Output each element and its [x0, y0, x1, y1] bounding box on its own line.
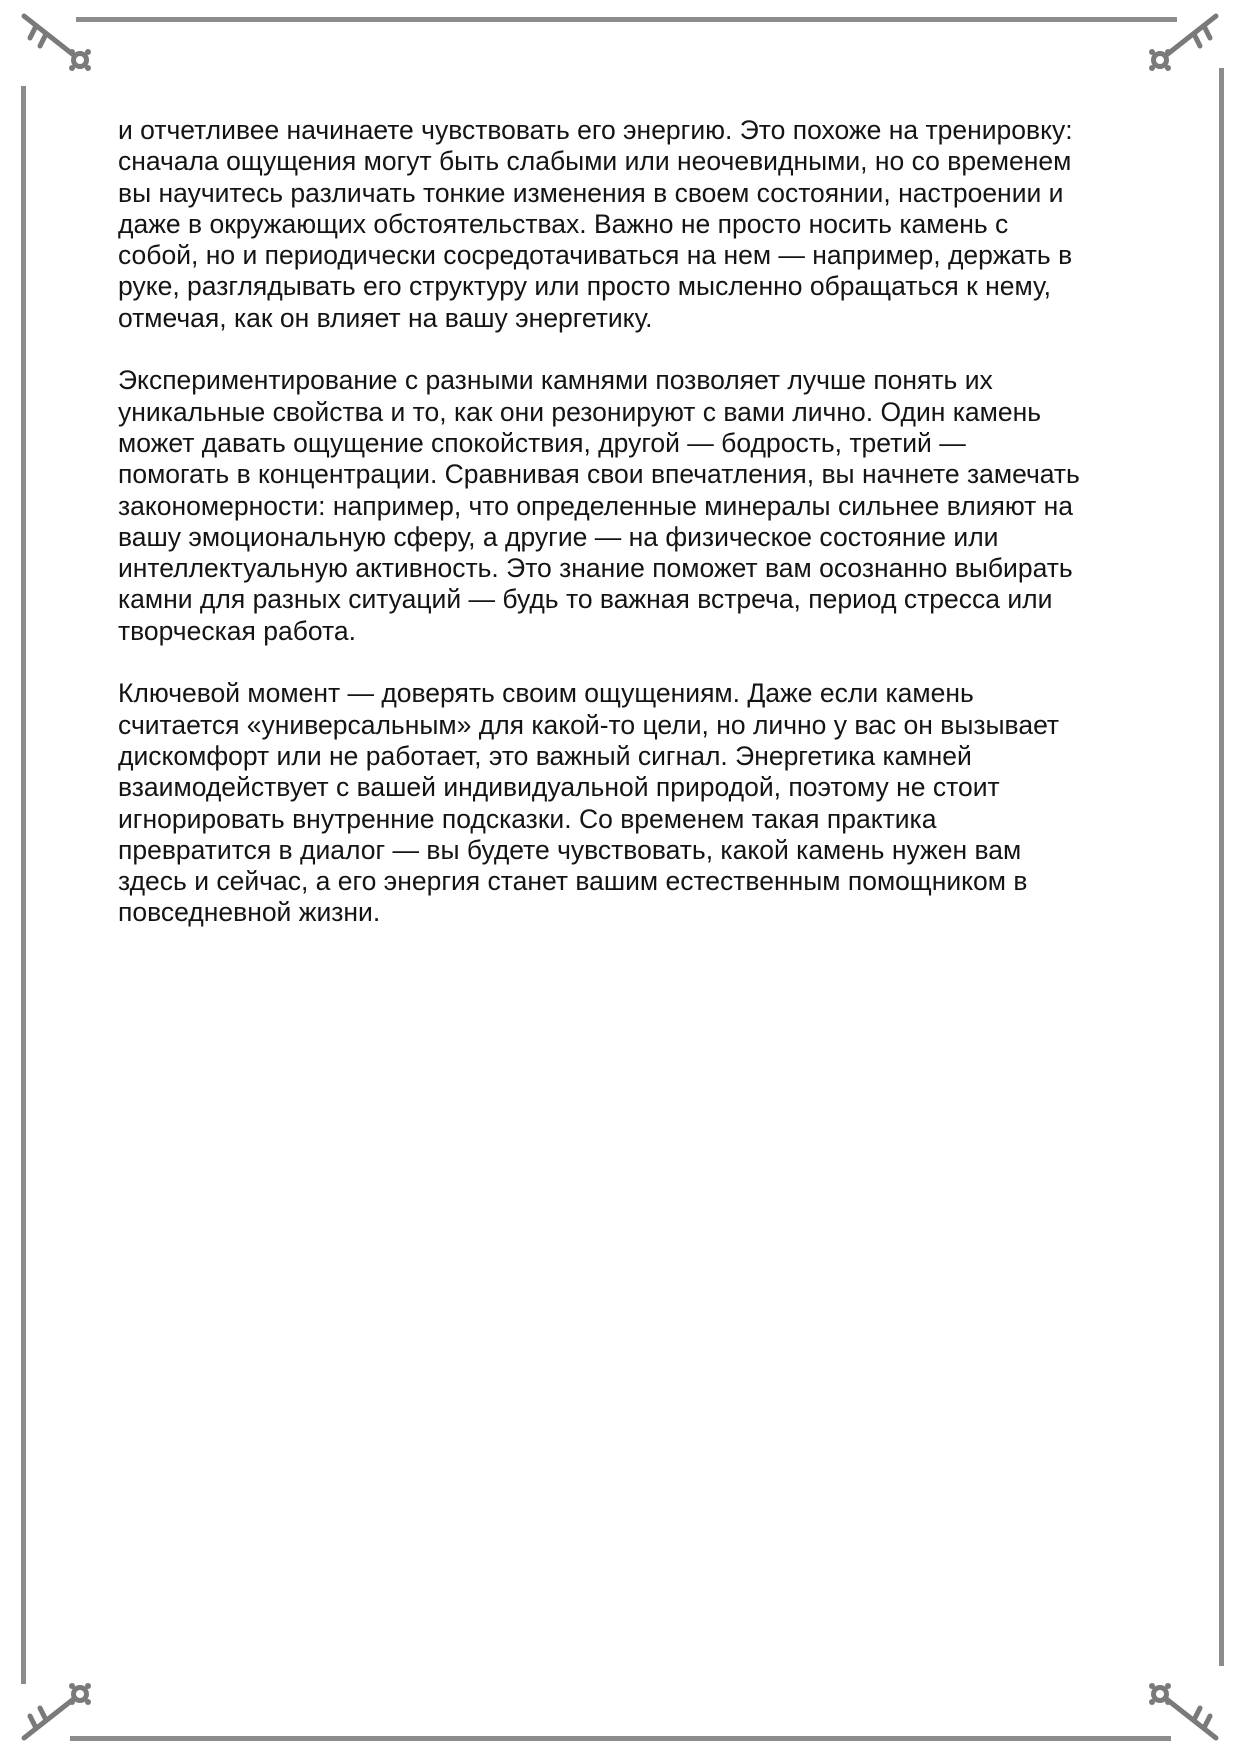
- frame-bottom-border: [70, 1736, 1171, 1741]
- text-line: руке, разглядывать его структуру или просто мысленно обращаться к нему,: [118, 271, 1051, 302]
- text-line: здесь и сейчас, а его энергия станет вашим естественным помощником в: [118, 866, 1028, 897]
- text-line: Ключевой момент — доверять своим ощущениям. Даже если камень: [118, 678, 974, 709]
- page-body: [118, 115, 1128, 960]
- text-line: даже в окружающих обстоятельствах. Важно не просто носить камень с: [118, 208, 1009, 239]
- frame-top-border: [76, 17, 1177, 22]
- text-line: превратится в диалог — вы будете чувствовать, какой камень нужен вам: [118, 834, 1022, 865]
- text-line: камни для разных ситуаций — будь то важная встреча, период стресса или: [118, 584, 1053, 615]
- text-line: вы научитесь различать тонкие изменения в своем состоянии, настроении и: [118, 177, 1064, 208]
- key-ornament-icon: [1112, 10, 1222, 120]
- text-line: взаимодействует с вашей индивидуальной природой, поэтому не стоит: [118, 772, 1000, 803]
- text-line: отмечая, как он влияет на вашу энергетику.: [118, 302, 653, 333]
- text-line: Экспериментирование с разными камнями позволяет лучше понять их: [118, 365, 993, 396]
- text-line: уникальные свойства и то, как они резонируют с вами лично. Один камень: [118, 396, 1042, 427]
- key-ornament-icon: [1112, 1634, 1222, 1744]
- text-line: собой, но и периодически сосредотачиваться на нем — например, держать в: [118, 240, 1073, 271]
- frame-left-border: [21, 86, 26, 1684]
- paragraph-1: [118, 115, 1128, 334]
- text-line: сначала ощущения могут быть слабыми или неочевидными, но со временем: [118, 146, 1072, 177]
- paragraph-3: [118, 678, 1128, 928]
- text-line: интеллектуальную активность. Это знание поможет вам осознанно выбирать: [118, 553, 1073, 584]
- text-line: дискомфорт или не работает, это важный сигнал. Энергетика камней: [118, 740, 972, 771]
- text-line: помогать в концентрации. Сравнивая свои впечатления, вы начнете замечать: [118, 459, 1080, 490]
- text-line: и отчетливее начинаете чувствовать его энергию. Это похоже на тренировку:: [118, 115, 1073, 145]
- text-line: игнорировать внутренние подсказки. Со временем такая практика: [118, 803, 937, 834]
- paragraph-2: [118, 365, 1128, 647]
- key-ornament-icon: [18, 1634, 128, 1744]
- text-line: творческая работа.: [118, 615, 356, 646]
- frame-right-border: [1219, 68, 1224, 1666]
- text-line: может давать ощущение спокойствия, другой — бодрость, третий —: [118, 427, 966, 458]
- text-line: вашу эмоциональную сферу, а другие — на физическое состояние или: [118, 521, 999, 552]
- text-line: считается «универсальным» для какой-то цели, но лично у вас он вызывает: [118, 709, 1060, 740]
- key-ornament-icon: [18, 10, 128, 120]
- text-line: повседневной жизни.: [118, 897, 381, 928]
- text-line: закономерности: например, что определенные минералы сильнее влияют на: [118, 490, 1074, 521]
